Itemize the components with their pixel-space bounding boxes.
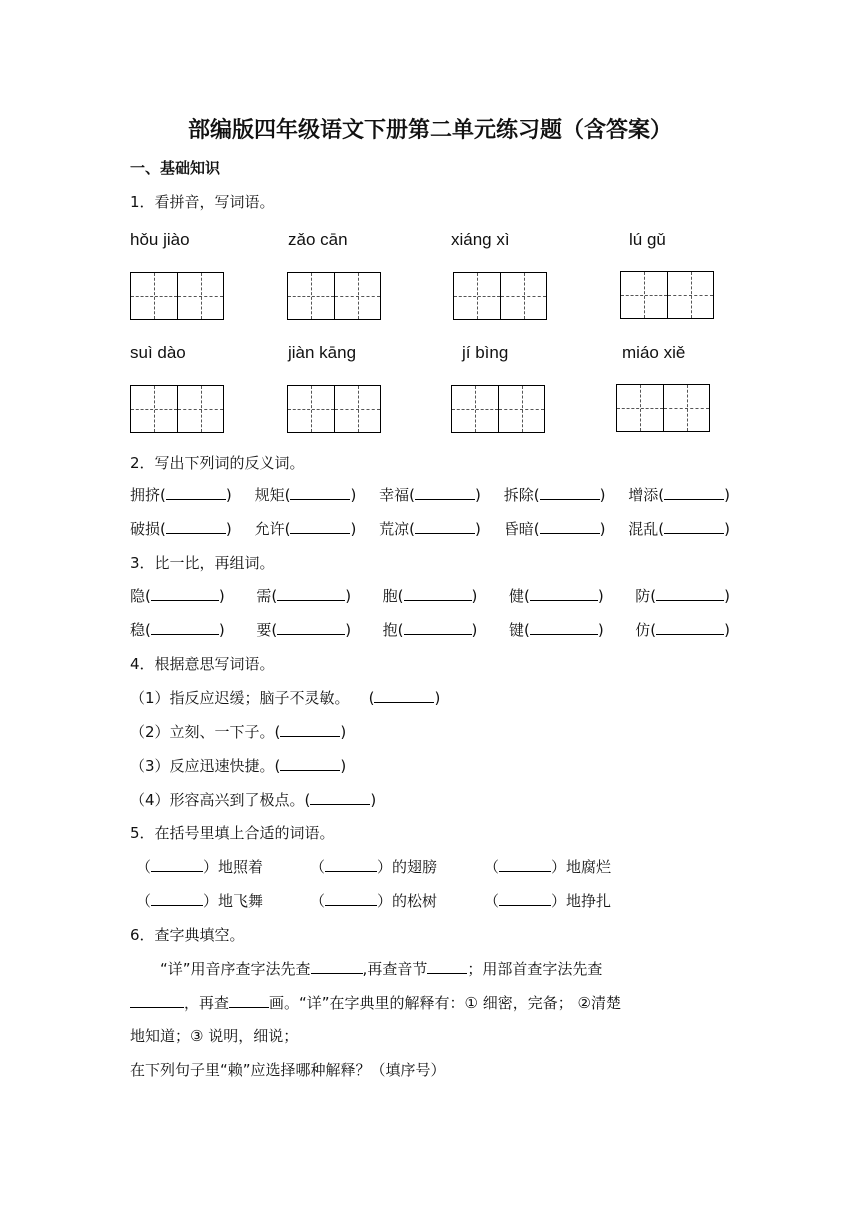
- question-5: 5．在括号里填上合适的词语。: [130, 824, 335, 842]
- compare-item: 抱( ): [382, 621, 478, 639]
- antonym-row: [130, 484, 730, 505]
- antonym-item: 混乱( ): [628, 520, 730, 538]
- answer-blank[interactable]: [415, 485, 475, 500]
- question-1: 1．看拼音，写词语。: [130, 193, 275, 211]
- answer-blank[interactable]: [277, 586, 345, 601]
- answer-blank[interactable]: [530, 586, 598, 601]
- answer-blank[interactable]: [656, 586, 724, 601]
- pinyin-label: suì dào: [130, 343, 186, 362]
- answer-blank[interactable]: [151, 586, 219, 601]
- antonym-item: 荒凉( ): [379, 520, 481, 538]
- answer-blank[interactable]: [325, 857, 377, 872]
- definition-item: （2）立刻、一下子。( ): [130, 723, 347, 741]
- question-4: 4．根据意思写词语。: [130, 655, 275, 673]
- compare-item: 键( ): [508, 621, 604, 639]
- answer-blank[interactable]: [374, 688, 434, 703]
- answer-blank[interactable]: [499, 891, 551, 906]
- answer-blank[interactable]: [280, 756, 340, 771]
- writing-grid[interactable]: [130, 385, 224, 433]
- writing-grid[interactable]: [451, 385, 545, 433]
- answer-blank[interactable]: [656, 620, 724, 635]
- answer-blank[interactable]: [404, 620, 472, 635]
- compare-item: 胞( ): [382, 587, 478, 605]
- writing-grid[interactable]: [130, 272, 224, 320]
- antonym-item: 昏暗( ): [503, 520, 606, 538]
- antonym-item: 拆除( ): [503, 486, 606, 504]
- fill-item: （ ）地飞舞: [136, 892, 264, 910]
- fill-item: （ ）的翅膀: [310, 858, 438, 876]
- answer-blank[interactable]: [427, 959, 467, 974]
- dictionary-paragraph-line: ，再查 画。“详”在字典里的解释有：① 细密，完备； ②清楚: [130, 992, 621, 1013]
- answer-blank[interactable]: [499, 857, 551, 872]
- pinyin-label: jí bìng: [462, 343, 509, 362]
- answer-blank[interactable]: [151, 857, 203, 872]
- answer-blank[interactable]: [415, 519, 475, 534]
- writing-grid[interactable]: [287, 272, 381, 320]
- compare-item: 仿( ): [635, 621, 730, 639]
- answer-blank[interactable]: [229, 993, 269, 1008]
- question-6: 6．查字典填空。: [130, 926, 245, 944]
- section-heading: 一、基础知识: [130, 159, 221, 177]
- dictionary-paragraph-line: 地知道；③ 说明，细说；: [130, 1027, 299, 1045]
- fill-item: （ ）地腐烂: [484, 858, 612, 876]
- answer-blank[interactable]: [277, 620, 345, 635]
- pinyin-label: jiàn kāng: [288, 343, 357, 362]
- answer-blank[interactable]: [166, 519, 226, 534]
- compare-item: 要( ): [256, 621, 352, 639]
- definition-item: （4）形容高兴到了极点。( ): [130, 791, 377, 809]
- answer-blank[interactable]: [290, 519, 350, 534]
- pinyin-label: lú gǔ: [629, 230, 666, 249]
- fill-item: （ ）地照着: [136, 858, 264, 876]
- writing-grid[interactable]: [453, 272, 547, 320]
- dictionary-paragraph-line: “详”用音序查字法先查 ,再查音节 ；用部首查字法先查: [160, 960, 603, 978]
- antonym-item: 增添( ): [628, 486, 730, 504]
- answer-blank[interactable]: [540, 485, 600, 500]
- pinyin-label: zǎo cān: [288, 230, 348, 249]
- question-3: 3．比一比，再组词。: [130, 554, 275, 572]
- fill-item: （ ）地挣扎: [484, 892, 612, 910]
- answer-blank[interactable]: [130, 993, 184, 1008]
- question-2: 2．写出下列词的反义词。: [130, 454, 305, 472]
- answer-blank[interactable]: [664, 519, 724, 534]
- answer-blank[interactable]: [530, 620, 598, 635]
- answer-blank[interactable]: [325, 891, 377, 906]
- antonym-row: [130, 518, 730, 539]
- compare-row: [130, 619, 730, 640]
- answer-blank[interactable]: [404, 586, 472, 601]
- pinyin-label: hǒu jiào: [130, 230, 190, 249]
- answer-blank[interactable]: [310, 790, 370, 805]
- answer-blank[interactable]: [280, 722, 340, 737]
- compare-item: 需( ): [256, 587, 352, 605]
- page-title: 部编版四年级语文下册第二单元练习题（含答案）: [187, 118, 672, 143]
- compare-item: 防( ): [635, 587, 730, 605]
- compare-item: 隐( ): [130, 587, 225, 605]
- compare-row: [130, 585, 730, 606]
- antonym-item: 允许( ): [254, 520, 357, 538]
- definition-item: （3）反应迅速快捷。( ): [130, 757, 347, 775]
- writing-grid[interactable]: [620, 271, 714, 319]
- antonym-item: 拥挤( ): [130, 486, 232, 504]
- pinyin-label: miáo xiě: [622, 343, 686, 362]
- answer-blank[interactable]: [151, 891, 203, 906]
- antonym-item: 破损( ): [130, 520, 232, 538]
- pinyin-label: xiáng xì: [451, 230, 510, 249]
- antonym-item: 规矩( ): [254, 486, 357, 504]
- answer-blank[interactable]: [290, 485, 350, 500]
- compare-item: 稳( ): [130, 621, 225, 639]
- writing-grid[interactable]: [287, 385, 381, 433]
- compare-item: 健( ): [508, 587, 604, 605]
- answer-blank[interactable]: [311, 959, 363, 974]
- answer-blank[interactable]: [664, 485, 724, 500]
- definition-item: （1）指反应迟缓；脑子不灵敏。 ( ): [130, 689, 441, 707]
- antonym-item: 幸福( ): [379, 486, 481, 504]
- fill-item: （ ）的松树: [310, 892, 438, 910]
- dictionary-question: 在下列句子里“赖”应选择哪种解释？（填序号）: [130, 1061, 446, 1079]
- answer-blank[interactable]: [166, 485, 226, 500]
- answer-blank[interactable]: [540, 519, 600, 534]
- answer-blank[interactable]: [151, 620, 219, 635]
- writing-grid[interactable]: [616, 384, 710, 432]
